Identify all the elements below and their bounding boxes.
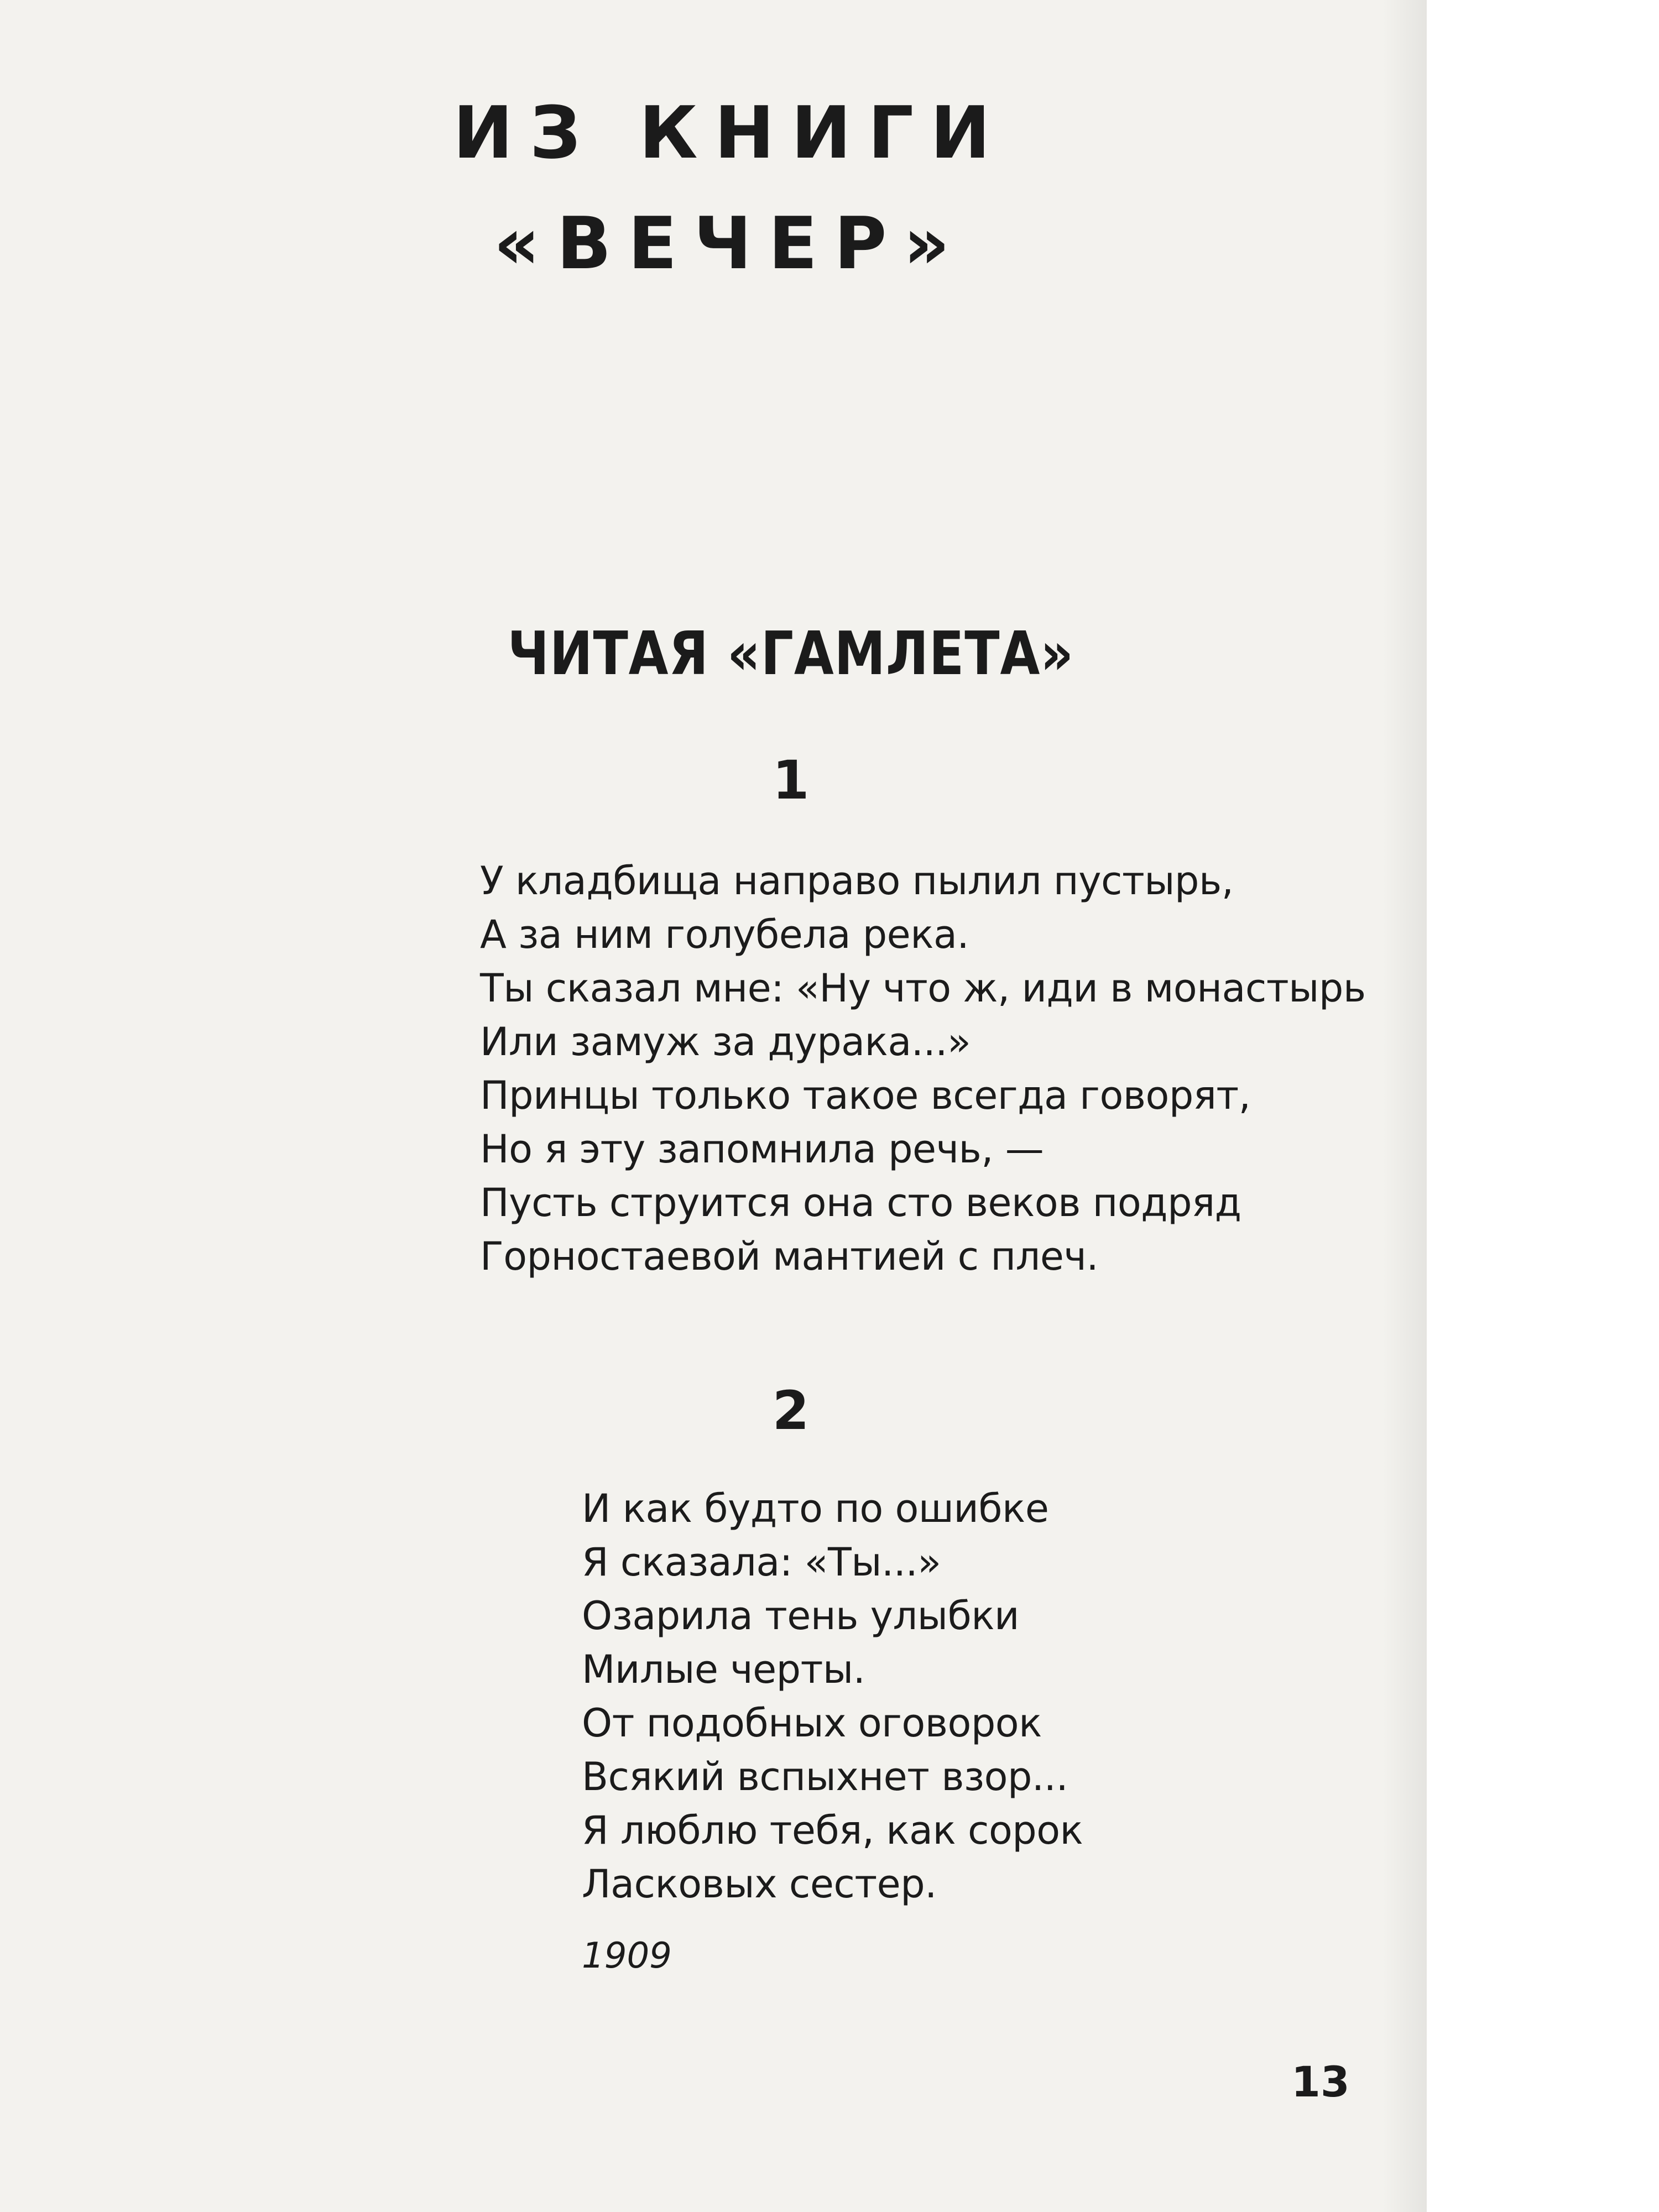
poem-line: Озарила тень улыбки (582, 1593, 1020, 1639)
poem-line: От подобных оговорок (582, 1700, 1042, 1746)
poem-line: Пусть струится она сто веков подряд (480, 1180, 1241, 1225)
poem-line: Милые черты. (582, 1647, 865, 1692)
stanza-2 (582, 1482, 1083, 1911)
book-title-line1: ИЗ КНИГИ (453, 91, 1007, 175)
poem-line: Ласковых сестер. (582, 1861, 937, 1907)
page-number: 13 (1291, 2057, 1350, 2106)
poem-line: Принцы только такое всегда говорят, (480, 1073, 1251, 1118)
page-edge-shadow (1383, 0, 1427, 2212)
poem-line: И как будто по ошибке (582, 1486, 1049, 1531)
poem-line: Но я эту запомнила речь, — (480, 1126, 1044, 1172)
poem-line: Всякий вспыхнет взор... (582, 1754, 1068, 1799)
section-number-1: 1 (772, 749, 810, 811)
poem-line: Я люблю тебя, как сорок (582, 1808, 1083, 1853)
poem-line: Ты сказал мне: «Ну что ж, иди в монастырь (480, 966, 1366, 1011)
poem-line: Я сказала: «Ты...» (582, 1540, 941, 1585)
poem-line: А за ним голубела река. (480, 912, 969, 957)
poem-date: 1909 (582, 1936, 672, 1976)
book-title-line2: «ВЕЧЕР» (493, 201, 967, 285)
poem-line: У кладбища направо пылил пустырь, (480, 858, 1234, 904)
section-number-2: 2 (772, 1380, 810, 1442)
poem-line: Или замуж за дурака...» (480, 1019, 971, 1065)
poem-line: Горностаевой мантией с плеч. (480, 1234, 1099, 1279)
poem-title: ЧИТАЯ «ГАМЛЕТА» (507, 619, 1074, 688)
stanza-1 (480, 854, 1366, 1284)
